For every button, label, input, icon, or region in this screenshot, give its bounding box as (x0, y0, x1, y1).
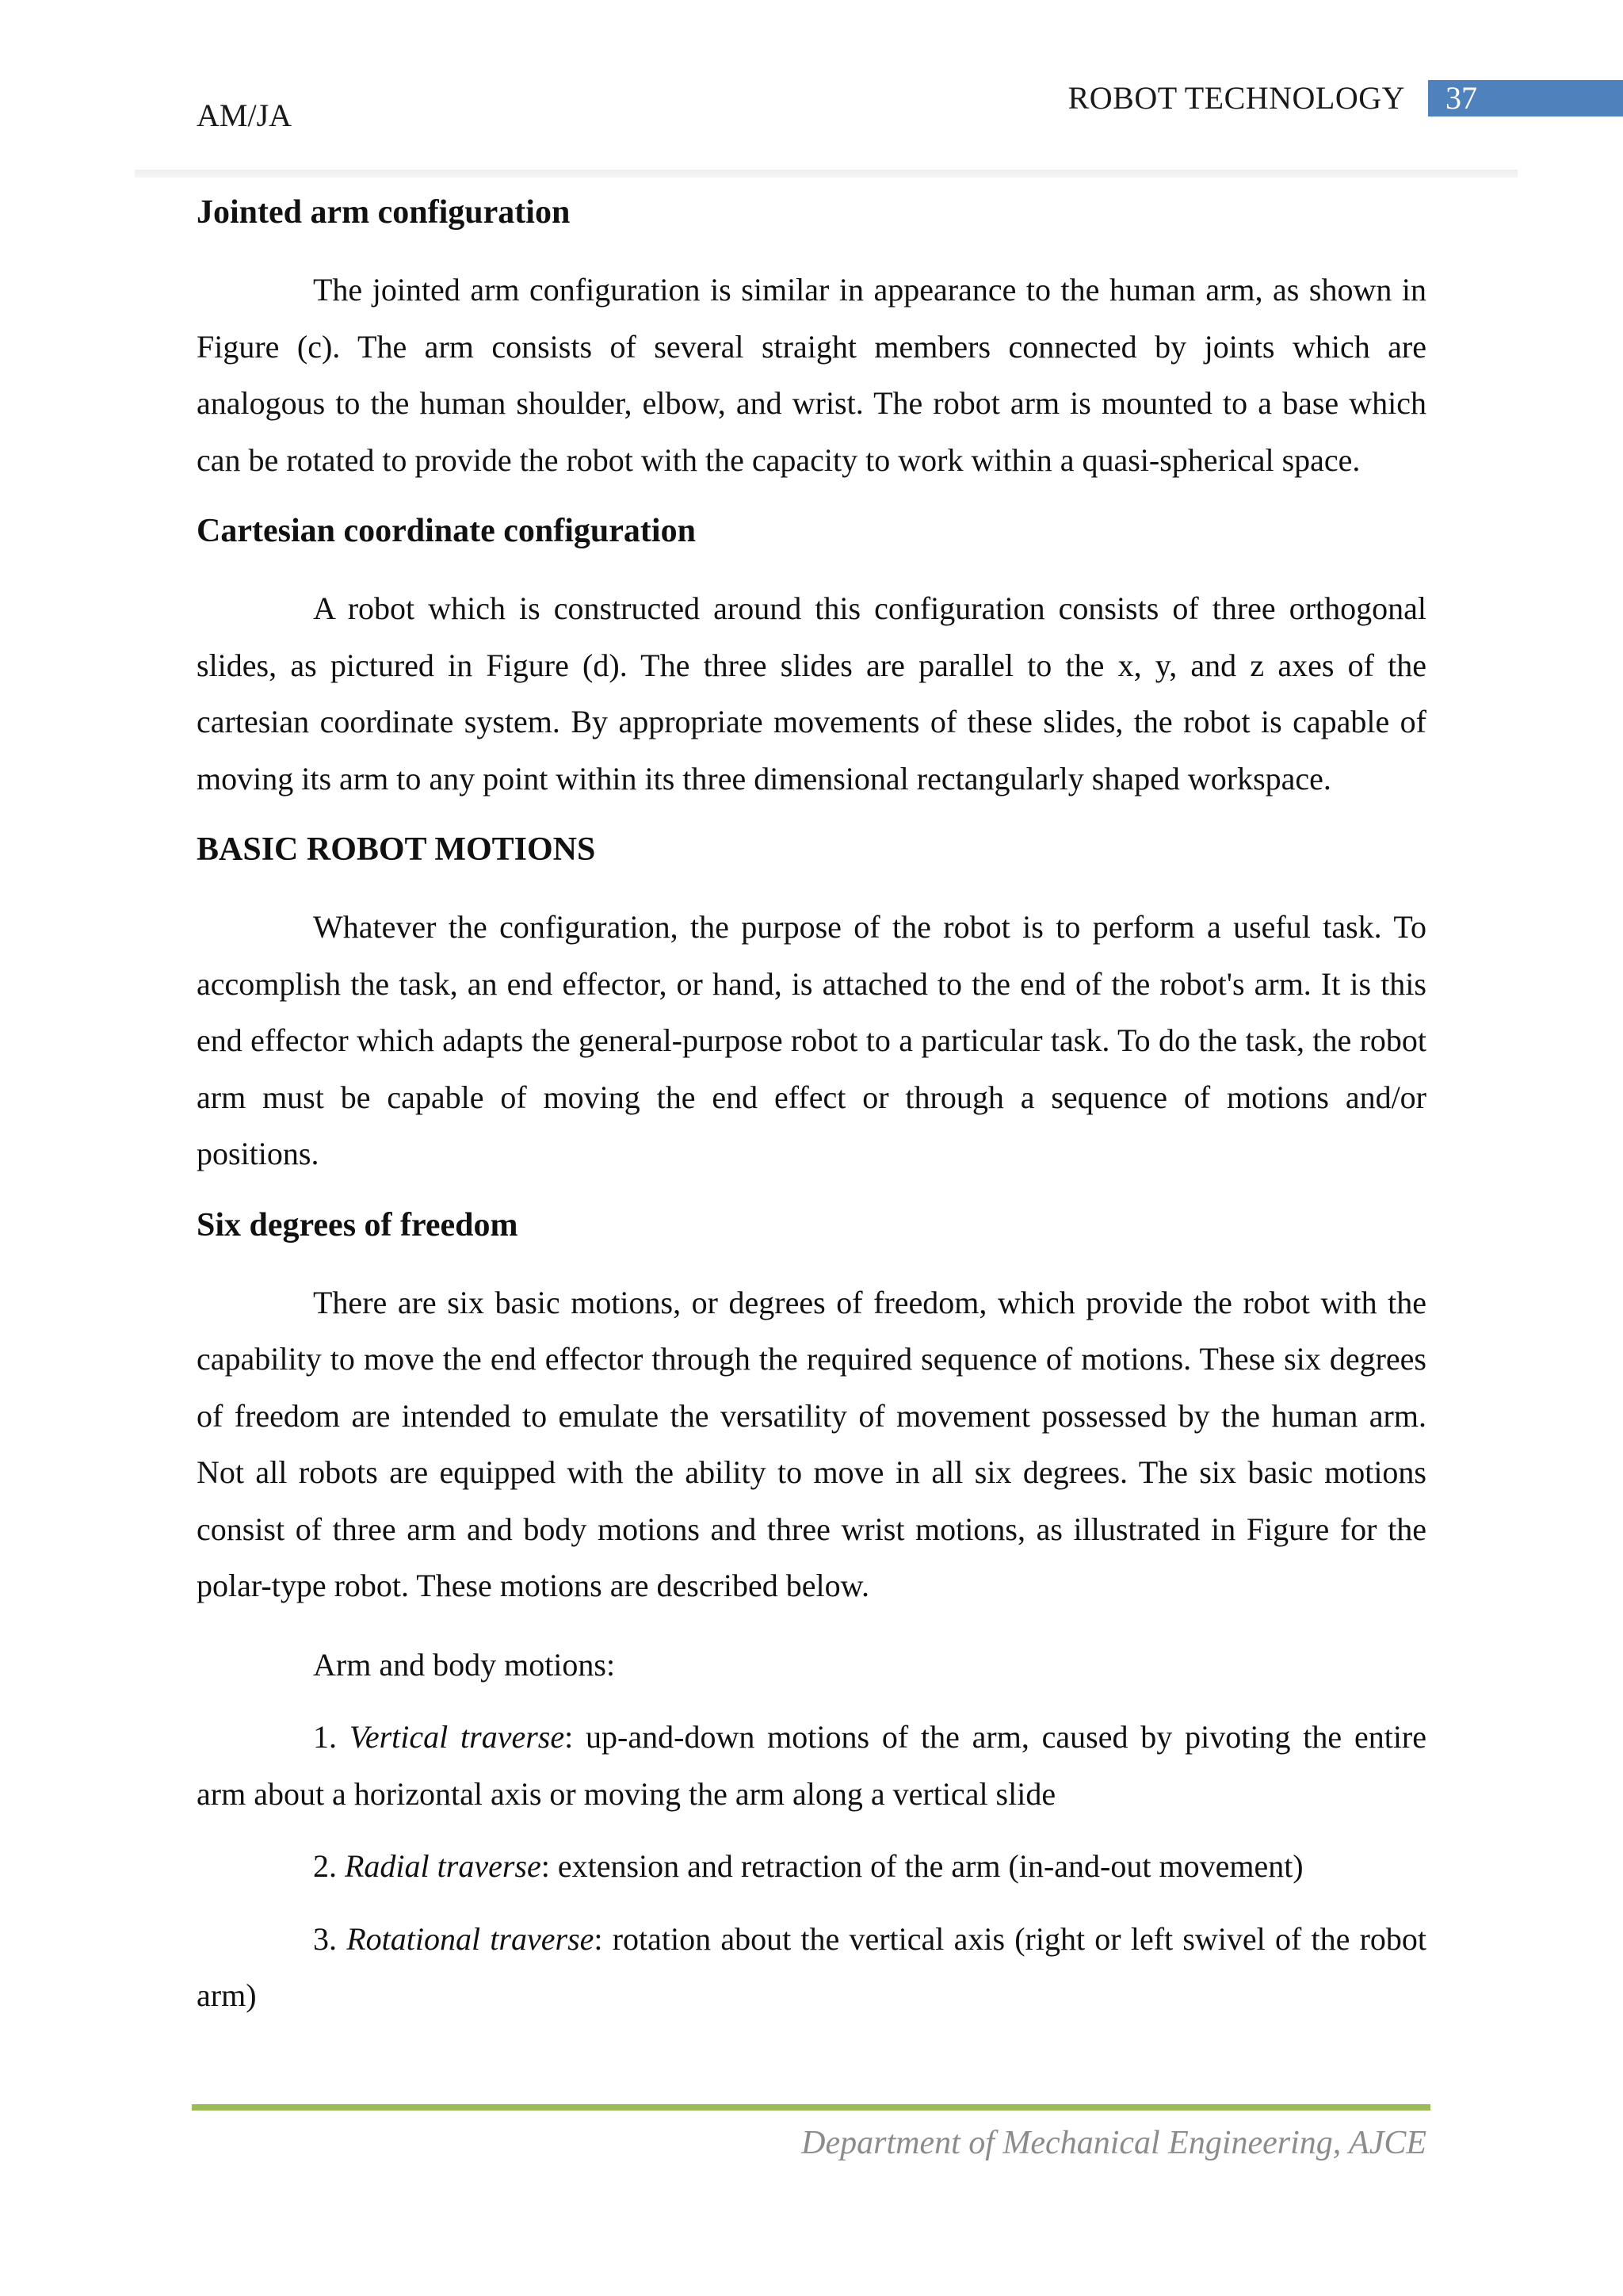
list-item-number: 1. (313, 1719, 337, 1755)
paragraph-jointed-arm: The jointed arm configuration is similar in appearance to the human arm, as shown in Figure (c). The arm consists of several straight members connected by joints which are analogous to the human shoulder, elbow, and wrist. The robot arm is mounted to a base which can be rotated to provide the robot with the capacity to work within a quasi-spherical space. (197, 272, 1426, 478)
list-item-description: : extension and retraction of the arm (in-and-out movement) (540, 1848, 1304, 1884)
heading-cartesian: Cartesian coordinate configuration (197, 513, 696, 549)
list-item-term: Rotational traverse (346, 1920, 594, 1957)
list-item-description: : rotation about the vertical axis (right or left swivel of the robot arm) (197, 1920, 1427, 2013)
heading-basic-robot-motions: BASIC ROBOT MOTIONS (197, 831, 596, 868)
footer-department: Department of Mechanical Engineering, AJCE (801, 2125, 1426, 2161)
header-title: ROBOT TECHNOLOGY (1067, 80, 1405, 116)
list-item-term: Vertical traverse (349, 1719, 565, 1755)
page-number-badge: 37 (1428, 80, 1623, 117)
list-item-description: : up-and-down motions of the arm, caused by pivoting the entire arm about a horizontal axis or moving the arm along a vertical slide (197, 1719, 1427, 1812)
heading-six-degrees: Six degrees of freedom (197, 1206, 518, 1244)
paragraph-cartesian: A robot which is constructed around this configuration consists of three orthogonal slides, as pictured in Figure (d). The three slides are parallel to the x, y, and z axes of the cartesian coordinate system. By appropriate movements of these slides, the robot is capable of moving its arm to any point within its three dimensional rectangularly shaped workspace. (197, 590, 1426, 797)
list-item-term: Radial traverse (345, 1848, 541, 1884)
page-body (197, 192, 1426, 2040)
header-author: AM/JA (197, 97, 292, 133)
list-item-number: 3. (313, 1920, 337, 1957)
list-item (197, 1911, 1426, 2024)
list-item (197, 1709, 1426, 1822)
list-item-number: 2. (313, 1848, 337, 1884)
list-item (197, 1838, 1426, 1895)
heading-jointed-arm: Jointed arm configuration (197, 194, 571, 231)
footer-divider (192, 2104, 1430, 2111)
header-divider (135, 170, 1518, 178)
paragraph-basic-robot-motions: Whatever the configuration, the purpose of the robot is to perform a useful task. To accomplish the task, an end effector, or hand, is attached to the end of the robot's arm. It is this end effector which adapts the general-purpose robot to a particular task. To do the task, the robot arm must be capable of moving the end effect or through a sequence of motions and/or positions. (197, 909, 1426, 1171)
arm-body-motions-intro: Arm and body motions: (313, 1646, 616, 1683)
paragraph-six-degrees: There are six basic motions, or degrees of freedom, which provide the robot with the capability to move the end effector through the required sequence of motions. These six degrees of freedom are intended to emulate the versatility of movement possessed by the human arm. Not all robots are equipped with the ability to move in all six degrees. The six basic motions consist of three arm and body motions and three wrist motions, as illustrated in Figure for the polar-type robot. These motions are described below. (197, 1284, 1426, 1603)
